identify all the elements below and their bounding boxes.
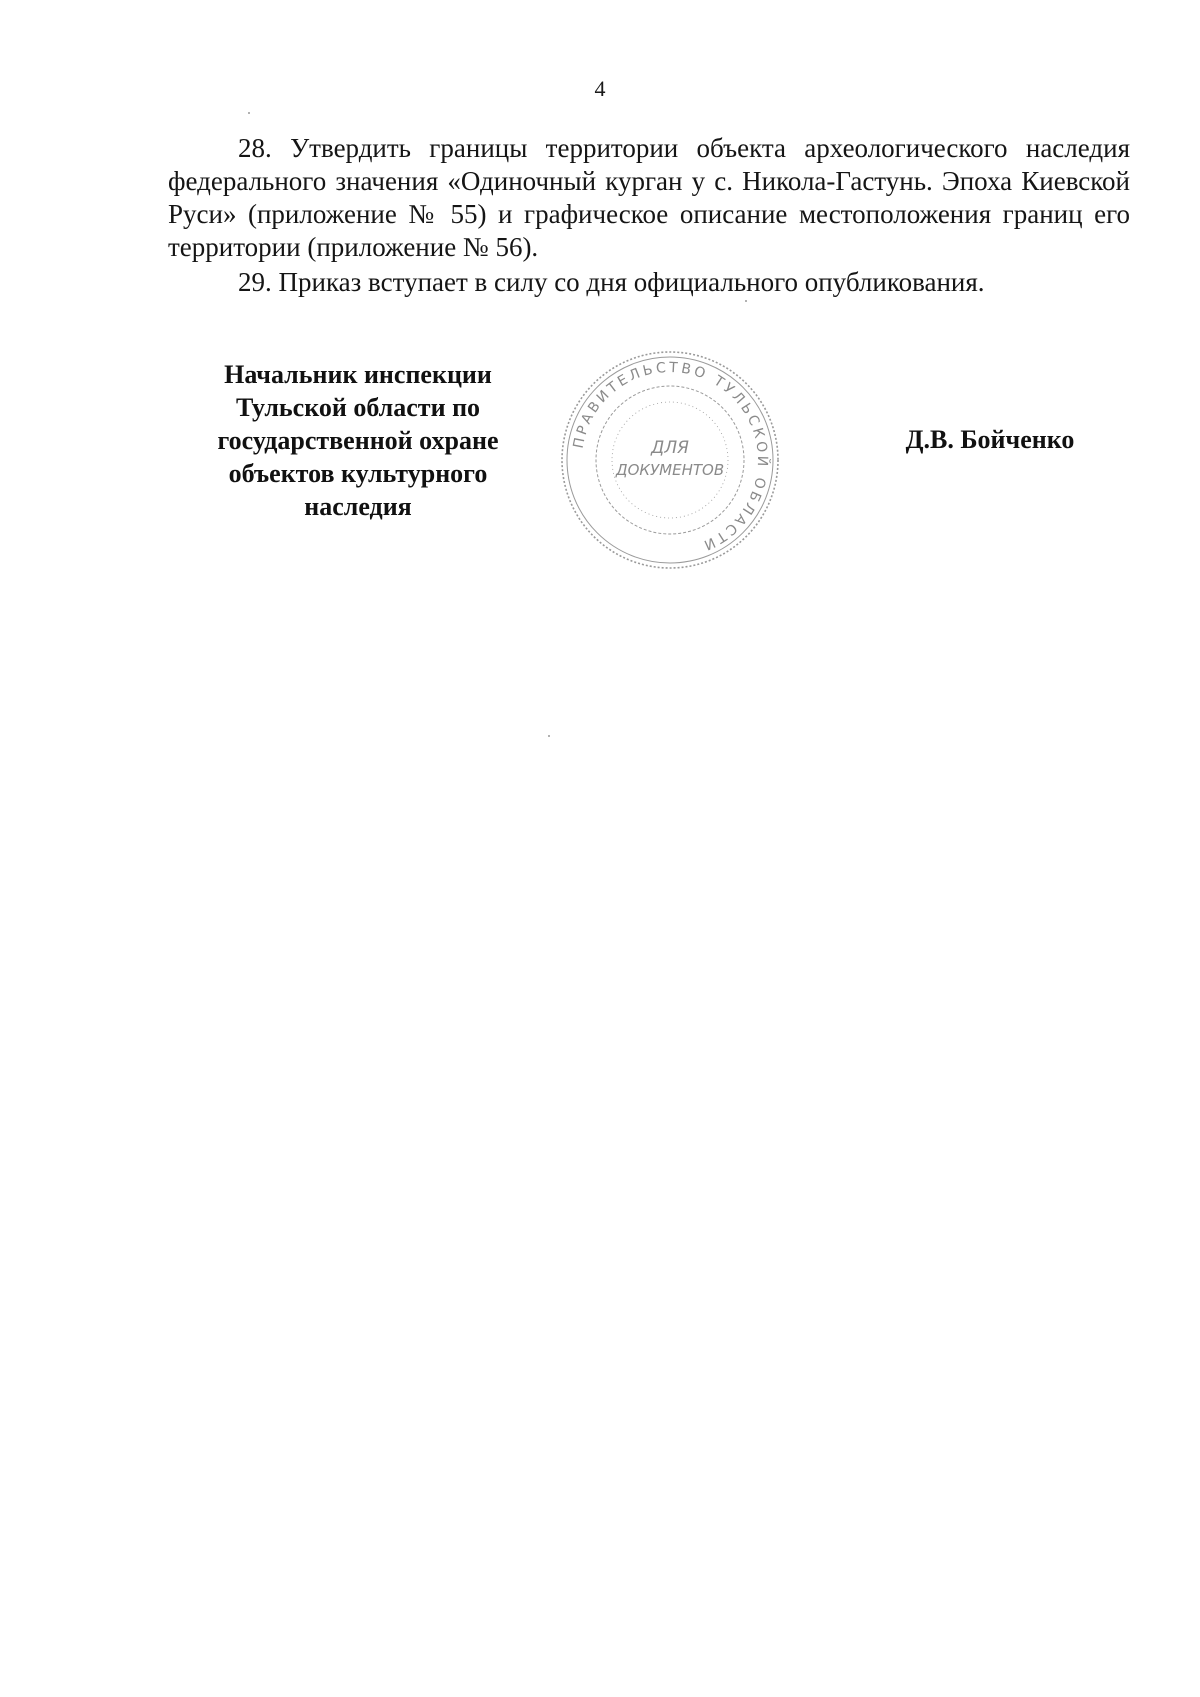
scan-speck [745, 300, 747, 302]
official-seal [555, 345, 785, 575]
paragraph-28: 28. Утвердить границы территории объекта археологического наследия федерального значения «Одиночный курган у с. Никола-Гастунь. Эпоха Киевской Руси» (приложение № 55) и графическое описание местоположения границ его территории (приложение № 56). [168, 133, 1130, 262]
page-number: 4 [594, 76, 606, 101]
paragraph-29: 29. Приказ вступает в силу со дня официального опубликования. [238, 267, 985, 297]
signatory-name: Д.В. Бойченко [905, 425, 1075, 454]
scan-speck [248, 112, 250, 114]
signatory-title: Начальник инспекции Тульской области по государственной охране объектов культурного наследия [217, 360, 499, 521]
order-body [168, 132, 1130, 299]
seal-outer-text: ПРАВИТЕЛЬСТВО ТУЛЬСКОЙ ОБЛАСТИ [570, 359, 771, 554]
seal-center-text-1: ДЛЯ [651, 438, 689, 458]
scan-speck [548, 735, 550, 737]
seal-graphic [555, 345, 785, 575]
seal-center-text-2: ДОКУМЕНТОВ [615, 461, 725, 479]
